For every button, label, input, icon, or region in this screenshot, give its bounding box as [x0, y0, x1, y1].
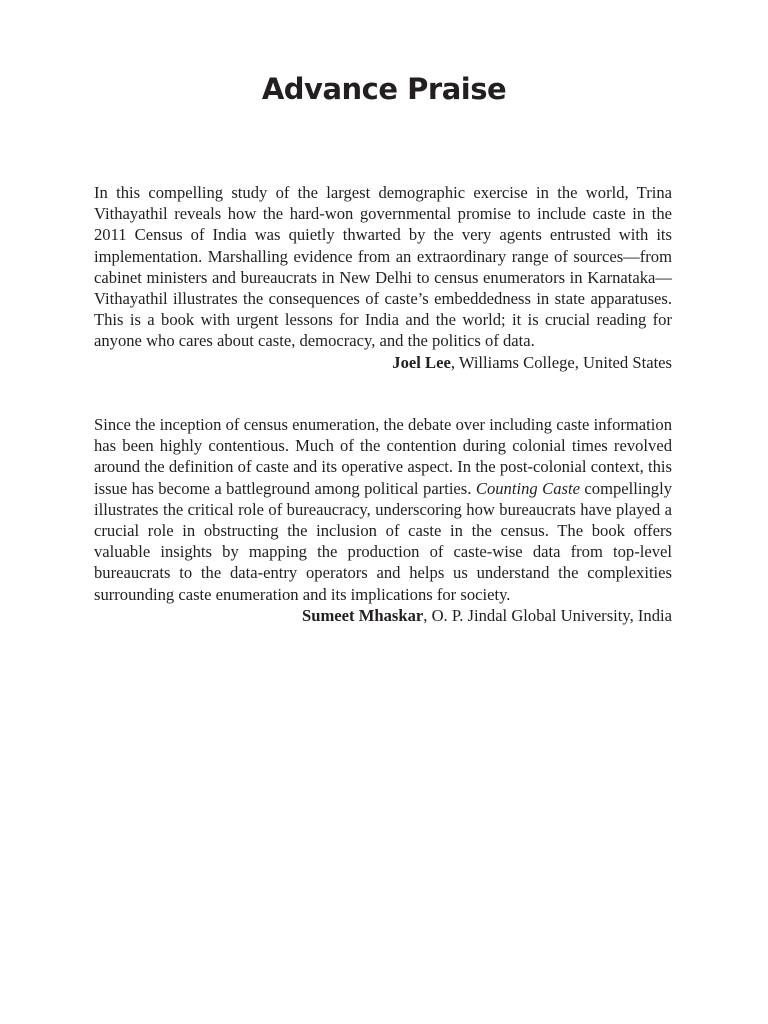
praise-quote: [94, 414, 672, 605]
praise-attribution: [94, 352, 672, 373]
page-title: Advance Praise: [261, 72, 507, 106]
praise-quote-text: Since the inception of census enumeration, the debate over including caste information has been highly contentious. Much of the contention during colonial times revolved around the definition of caste and its operative aspect. In the post-colonial context, this issue has become a battleground among political parties.: [94, 415, 672, 498]
praise-quote: In this compelling study of the largest demographic exercise in the world, Trina Vithayathil reveals how the hard-won governmental promise to include caste in the 2011 Census of India was quietly thwarted by the very agents entrusted with its implementation. Marshalling evidence from an extraordinary range of sources—from cabinet ministers and bureaucrats in New Delhi to census enumerators in Karnataka—Vithayathil illustrates the consequences of caste’s embeddedness in state apparatuses. This is a book with urgent lessons for India and the world; it is crucial reading for anyone who cares about caste, democracy, and the politics of data.: [94, 183, 672, 351]
praise-affiliation: , Williams College, United States: [450, 352, 672, 372]
praise-author: Sumeet Mhaskar: [302, 605, 424, 625]
book-title: Counting Caste: [475, 478, 580, 498]
praise-affiliation: , O. P. Jindal Global University, India: [423, 605, 672, 625]
praise-attribution: [94, 605, 672, 626]
praise-block: [94, 182, 672, 373]
praise-quote-text: compellingly illustrates the critical role of bureaucracy, underscoring how bureaucrats have played a crucial role in obstructing the inclusion of caste in the census. The book offers valuable insights by mapping the production of caste-wise data from top-level bureaucrats to the data-entry operators and helps us understand the complexities surrounding caste enumeration and its implications for society.: [94, 478, 672, 604]
praise-author: Joel Lee: [392, 352, 451, 372]
praise-block: [94, 414, 672, 626]
